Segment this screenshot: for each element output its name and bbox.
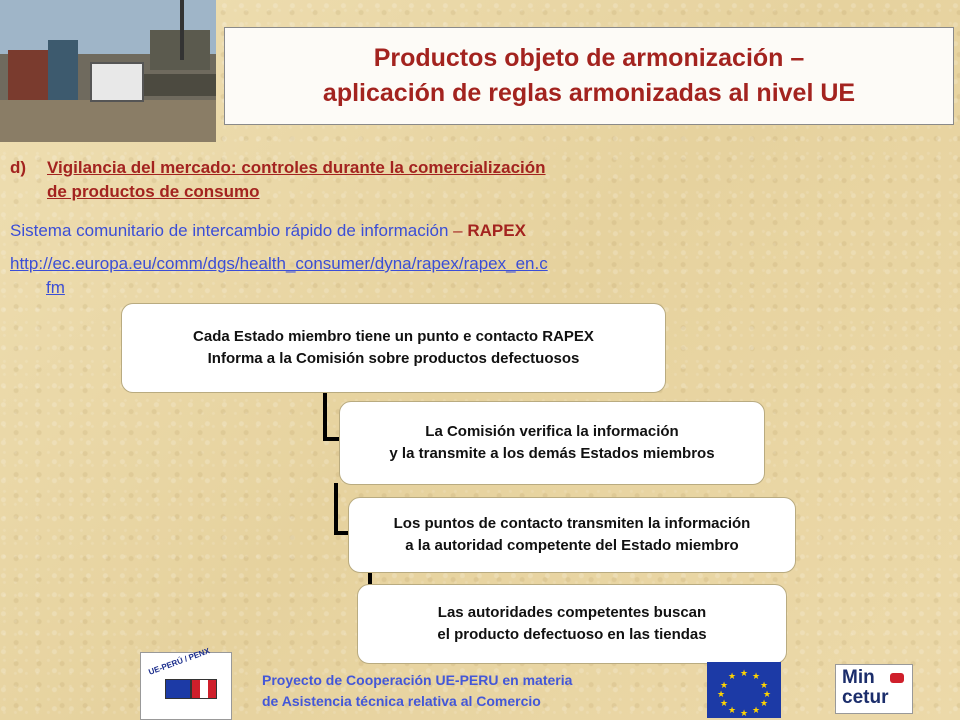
- flow-box-3-line-1: Los puntos de contacto transmiten la información: [393, 515, 751, 532]
- slide-title: [224, 27, 954, 125]
- ue-peru-penx-logo: [140, 646, 232, 720]
- title-line-2: aplicación de reglas armonizadas al nivel UE: [322, 79, 856, 107]
- rapex-dash: –: [448, 221, 468, 240]
- rapex-link[interactable]: [10, 252, 770, 300]
- mincetur-logo-line-1: Min: [842, 667, 875, 688]
- ue-peru-logo-text: UE-PERÚ / PENX: [147, 646, 212, 677]
- flow-box-3-line-2: a la autoridad competente del Estado miembro: [405, 537, 739, 554]
- flow-connector: [323, 391, 327, 441]
- peru-flag-icon: [191, 679, 217, 699]
- mincetur-mark-icon: [890, 673, 904, 683]
- rapex-link-line-1[interactable]: http://ec.europa.eu/comm/dgs/health_consumer/dyna/rapex/rapex_en.c: [10, 254, 548, 273]
- rapex-link-line-2[interactable]: fm: [46, 278, 65, 297]
- rapex-description: Sistema comunitario de intercambio rápido de información: [10, 221, 449, 240]
- flow-box-4-line-2: el producto defectuoso en las tiendas: [437, 626, 707, 643]
- footer-project-text: [262, 670, 702, 712]
- flow-box-1-line-2: Informa a la Comisión sobre productos defectuosos: [207, 350, 580, 367]
- eu-flag-icon: [165, 679, 191, 699]
- flow-connector: [334, 483, 338, 535]
- flow-box-2: [339, 401, 765, 485]
- port-photo: [0, 0, 216, 142]
- rapex-acronym: RAPEX: [467, 221, 526, 240]
- item-label: d): [10, 158, 27, 177]
- flow-box-2-line-2: y la transmite a los demás Estados miembros: [389, 445, 715, 462]
- footer-line-1: Proyecto de Cooperación UE-PERU en materia: [262, 672, 573, 688]
- item-line-2: de productos de consumo: [47, 182, 260, 201]
- mincetur-logo: [835, 664, 913, 714]
- item-line-1: Vigilancia del mercado: controles durante la comercialización: [47, 158, 546, 177]
- flow-box-4-line-1: Las autoridades competentes buscan: [437, 604, 707, 621]
- flow-box-3: [348, 497, 796, 573]
- flow-box-1-line-1: Cada Estado miembro tiene un punto e contacto RAPEX: [193, 328, 594, 345]
- eu-stars-flag-icon: ★ ★ ★ ★ ★ ★ ★ ★ ★ ★ ★ ★: [707, 662, 781, 718]
- flow-box-2-line-1: La Comisión verifica la información: [425, 423, 679, 440]
- flow-box-4: [357, 584, 787, 664]
- mincetur-logo-line-2: cetur: [842, 687, 889, 708]
- flow-box-1: [121, 303, 666, 393]
- item-text: [47, 156, 546, 204]
- footer-line-2: de Asistencia técnica relativa al Comercio: [262, 693, 541, 709]
- rapex-line: [10, 221, 526, 241]
- title-line-1: Productos objeto de armonización –: [373, 44, 805, 72]
